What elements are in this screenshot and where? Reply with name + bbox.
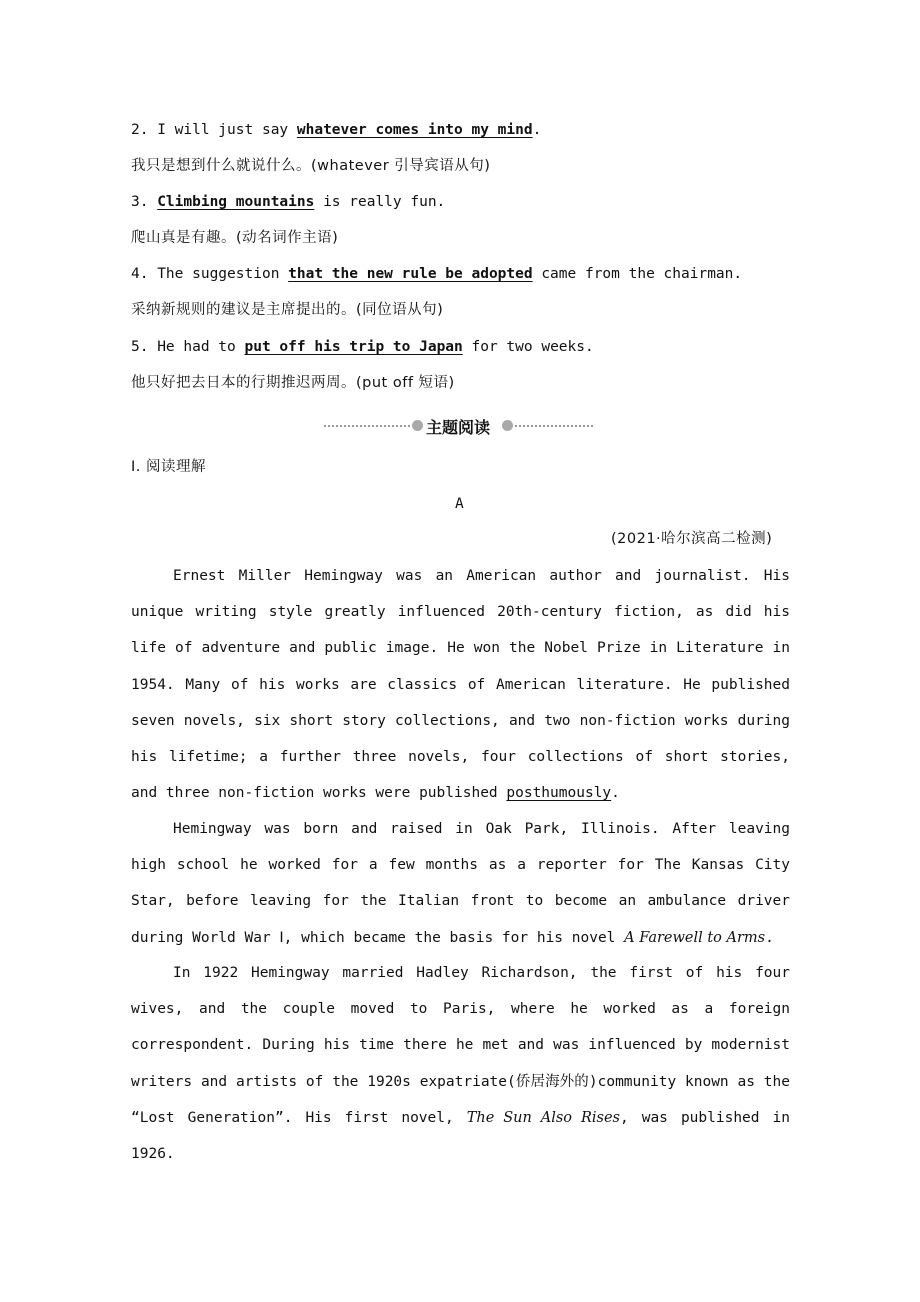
answer-blank: whatever comes into my mind — [296, 122, 533, 138]
item-5-translation: 他只好把去日本的行期推迟两周。(put off 短语) — [131, 375, 455, 391]
paragraph-1-end: . — [611, 785, 620, 802]
item-2-sentence — [131, 120, 541, 140]
item-number: 2. — [131, 122, 149, 138]
sentence-suffix: came from the chairman. — [532, 266, 743, 282]
paragraph-3 — [131, 955, 790, 1172]
item-3-translation: 爬山真是有趣。(动名词作主语) — [131, 230, 339, 246]
section-banner-title: 主题阅读 — [425, 418, 490, 437]
item-3-sentence — [131, 192, 445, 212]
paragraph-2-text: Hemingway was born and raised in Oak Park, Illinois. After leaving high school he worked for a few months as a reporter for The Kansas City Star, before leaving for the Italian front to become an ambulance driver during World War Ⅰ, which became the basis for his novel — [131, 821, 790, 946]
paragraph-2 — [131, 811, 790, 956]
paragraph-1 — [131, 558, 790, 811]
sentence-prefix: I will just say — [157, 122, 297, 138]
paragraph-3-end: , was published in 1926. — [131, 1109, 790, 1163]
paragraph-3-text: In 1922 Hemingway married Hadley Richardson, the first of his four wives, and the couple moved to Paris, where he worked as a foreign correspondent. During his time there he met and was influenced by modernist writers and artists of the 1920s expatriate(侨居海外的)community known as the “Lost Generation”. His first novel, — [131, 965, 790, 1126]
sentence-prefix: He had to — [157, 339, 245, 355]
answer-blank: put off his trip to Japan — [244, 339, 463, 355]
item-number: 5. — [131, 339, 149, 355]
paragraph-1-text: Ernest Miller Hemingway was an American author and journalist. His unique writing style greatly influenced 20th-century fiction, as did his life of adventure and public image. He won the Nobel Prize in Literature in 1954. Many of his works are classics of American literature. He published seven novels, six short story collections, and two non-fiction works during his lifetime; a further three novels, four collections of short stories, and three non-fiction works were published — [131, 568, 790, 802]
item-number: 3. — [131, 194, 149, 210]
part-heading: Ⅰ. 阅读理解 — [131, 459, 206, 475]
answer-blank: that the new rule be adopted — [288, 266, 533, 282]
sentence-prefix: The suggestion — [157, 266, 289, 282]
item-4-translation: 采纳新规则的建议是主席提出的。(同位语从句) — [131, 302, 444, 318]
banner-right-dot — [502, 420, 513, 431]
item-4-sentence — [131, 264, 742, 284]
answer-blank: Climbing mountains — [157, 194, 315, 210]
section-banner — [320, 414, 596, 438]
sentence-suffix: is really fun. — [314, 194, 446, 210]
underlined-word: posthumously — [506, 785, 612, 802]
paragraph-2-end: . — [765, 929, 774, 946]
book-title: The Sun Also Rises — [466, 1109, 620, 1126]
passage-source: (2021·哈尔滨高二检测) — [611, 531, 773, 547]
item-2-translation: 我只是想到什么就说什么。(whatever 引导宾语从句) — [131, 158, 491, 174]
item-5-sentence — [131, 337, 594, 357]
sentence-suffix: . — [532, 122, 542, 138]
sentence-suffix: for two weeks. — [462, 339, 594, 355]
item-number: 4. — [131, 266, 149, 282]
passage-label: A — [455, 496, 464, 512]
banner-right-rule — [515, 425, 593, 427]
book-title: A Farewell to Arms — [624, 929, 766, 946]
